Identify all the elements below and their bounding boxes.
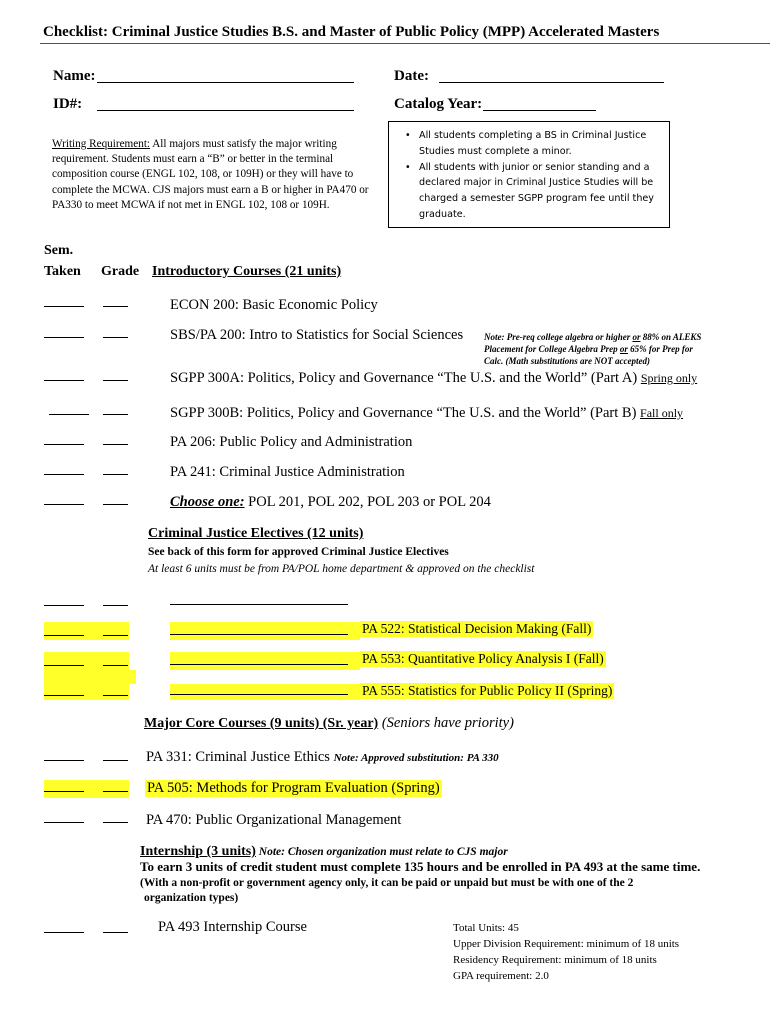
elective-blank[interactable] bbox=[170, 664, 348, 665]
note-or: or bbox=[619, 344, 628, 354]
grade-blank[interactable] bbox=[103, 822, 128, 823]
note-text: Calc. (Math substitutions are NOT accepted) bbox=[484, 356, 650, 366]
grade-blank[interactable] bbox=[103, 337, 128, 338]
total-units: Total Units: 45 bbox=[453, 922, 519, 934]
taken-blank[interactable] bbox=[44, 665, 84, 666]
name-label: Name: bbox=[53, 68, 96, 84]
writing-requirement-text: All majors must satisfy the major writing requirement. Students must earn a “B” or better in the terminal composition course (ENGL 102, 108, or 109H) or they will have to complete the MCWA. CJS majors must earn a B or higher in PA470 or PA330 to meet MCWA if not met in ENGL 102, 108 or 109H. bbox=[52, 138, 369, 211]
sem-header: Sem. bbox=[44, 243, 74, 258]
note-or: or bbox=[632, 332, 641, 342]
highlight-row bbox=[170, 684, 360, 700]
internship-detail: (With a non-profit or government agency only, it can be paid or unpaid but must be with one of the 2 bbox=[140, 877, 634, 889]
grade-blank[interactable] bbox=[103, 504, 128, 505]
electives-note: At least 6 units must be from PA/POL home department & approved on the checklist bbox=[148, 563, 535, 575]
highlight-row bbox=[170, 622, 360, 640]
course-name: PA 331: Criminal Justice Ethics bbox=[146, 749, 334, 765]
taken-blank[interactable] bbox=[44, 695, 84, 696]
core-title: Major Core Courses (9 units) (Sr. year) bbox=[144, 716, 379, 731]
name-field[interactable] bbox=[97, 82, 354, 83]
taken-blank[interactable] bbox=[44, 605, 84, 606]
highlight-row bbox=[170, 652, 360, 670]
core-heading bbox=[144, 714, 514, 732]
grade-blank[interactable] bbox=[103, 605, 128, 606]
residency-requirement: Residency Requirement: minimum of 18 units bbox=[453, 954, 657, 966]
upper-division-requirement: Upper Division Requirement: minimum of 18 units bbox=[453, 938, 680, 950]
totals-block bbox=[453, 920, 679, 984]
grade-header: Grade bbox=[101, 264, 140, 279]
grade-blank[interactable] bbox=[103, 932, 128, 933]
internship-requirement: To earn 3 units of credit student must complete 135 hours and be enrolled in PA 493 at the same time. bbox=[140, 859, 701, 874]
id-label: ID#: bbox=[53, 96, 83, 112]
taken-blank[interactable] bbox=[44, 474, 84, 475]
internship-title: Internship (3 units) bbox=[140, 844, 256, 859]
note-text: 88% on ALEKS bbox=[640, 332, 702, 342]
highlight-row bbox=[44, 622, 129, 640]
course-pa241: PA 241: Criminal Justice Administration bbox=[170, 464, 405, 480]
internship-heading bbox=[140, 842, 508, 860]
notice-item-minor: • All students completing a BS in Criminal Justice Studies must complete a minor. bbox=[401, 128, 661, 160]
internship-detail: organization types) bbox=[144, 892, 239, 904]
elective-blank[interactable] bbox=[170, 604, 348, 605]
highlight-row bbox=[44, 670, 136, 684]
grade-blank[interactable] bbox=[103, 444, 128, 445]
title-divider bbox=[40, 43, 770, 44]
taken-blank[interactable] bbox=[44, 822, 84, 823]
date-label: Date: bbox=[394, 68, 429, 84]
page-title: Checklist: Criminal Justice Studies B.S. and Master of Public Policy (MPP) Accelerated Masters bbox=[43, 24, 660, 40]
course-econ200: ECON 200: Basic Economic Policy bbox=[170, 297, 378, 313]
core-priority: (Seniors have priority) bbox=[378, 715, 514, 731]
course-pa555: PA 555: Statistics for Public Policy II (Spring) bbox=[362, 683, 613, 698]
course-name: SGPP 300A: Politics, Policy and Governance “The U.S. and the World” (Part A) bbox=[170, 370, 641, 386]
grade-blank[interactable] bbox=[103, 760, 128, 761]
note-text: 65% for Prep for bbox=[627, 344, 693, 354]
taken-header: Taken bbox=[44, 264, 81, 279]
elective-blank[interactable] bbox=[170, 634, 348, 635]
course-sgpp300a bbox=[170, 370, 697, 387]
taken-blank[interactable] bbox=[49, 414, 89, 415]
grade-blank[interactable] bbox=[103, 380, 128, 381]
course-pa505: PA 505: Methods for Program Evaluation (Spring) bbox=[147, 780, 440, 796]
gpa-requirement: GPA requirement: 2.0 bbox=[453, 970, 549, 982]
date-field[interactable] bbox=[439, 82, 664, 83]
writing-requirement-heading: Writing Requirement: bbox=[52, 138, 151, 150]
course-pa553: PA 553: Quantitative Policy Analysis I (Fall) bbox=[362, 651, 604, 666]
taken-blank[interactable] bbox=[44, 444, 84, 445]
sbs200-note bbox=[484, 331, 701, 367]
course-name: SGPP 300B: Politics, Policy and Governance “The U.S. and the World” (Part B) bbox=[170, 405, 641, 421]
elective-blank[interactable] bbox=[170, 694, 348, 695]
taken-blank[interactable] bbox=[44, 380, 84, 381]
course-choose-one bbox=[170, 494, 491, 511]
grade-blank[interactable] bbox=[103, 414, 128, 415]
pa331-note: Note: Approved substitution: PA 330 bbox=[333, 752, 499, 764]
course-sbs200: SBS/PA 200: Intro to Statistics for Social Sciences bbox=[170, 327, 464, 343]
taken-blank[interactable] bbox=[44, 635, 84, 636]
electives-title: Criminal Justice Electives (12 units) bbox=[148, 526, 364, 541]
electives-subtitle: See back of this form for approved Criminal Justice Electives bbox=[148, 546, 449, 558]
taken-blank[interactable] bbox=[44, 932, 84, 933]
taken-blank[interactable] bbox=[44, 791, 84, 792]
taken-blank[interactable] bbox=[44, 306, 84, 307]
writing-requirement bbox=[52, 137, 382, 213]
intro-courses-title: Introductory Courses (21 units) bbox=[152, 264, 342, 279]
notice-box bbox=[388, 121, 670, 228]
choose-one-options: POL 201, POL 202, POL 203 or POL 204 bbox=[244, 494, 491, 510]
grade-blank[interactable] bbox=[103, 474, 128, 475]
taken-blank[interactable] bbox=[44, 504, 84, 505]
grade-blank[interactable] bbox=[103, 695, 128, 696]
grade-blank[interactable] bbox=[103, 306, 128, 307]
grade-blank[interactable] bbox=[103, 791, 128, 792]
id-field[interactable] bbox=[97, 110, 354, 111]
choose-one-label: Choose one: bbox=[170, 494, 245, 510]
highlight-row bbox=[44, 652, 129, 670]
course-pa470: PA 470: Public Organizational Management bbox=[146, 812, 402, 828]
course-pa331 bbox=[146, 749, 499, 766]
course-pa493: PA 493 Internship Course bbox=[158, 919, 307, 935]
note-text: Note: Pre-req college algebra or higher bbox=[484, 332, 633, 342]
course-pa206: PA 206: Public Policy and Administration bbox=[170, 434, 413, 450]
notice-item-fee: • All students with junior or senior standing and a declared major in Criminal Justice Studies will be charged a semester SGPP program fee until they graduate. bbox=[401, 160, 661, 223]
term-note: Fall only bbox=[640, 406, 684, 420]
grade-blank[interactable] bbox=[103, 635, 128, 636]
catalog-year-field[interactable] bbox=[483, 110, 596, 111]
course-sgpp300b bbox=[170, 405, 683, 422]
internship-note: Note: Chosen organization must relate to CJS major bbox=[255, 846, 508, 858]
grade-blank[interactable] bbox=[103, 665, 128, 666]
highlight-row bbox=[44, 780, 129, 798]
highlight-row bbox=[44, 684, 129, 700]
taken-blank[interactable] bbox=[44, 337, 84, 338]
catalog-year-label: Catalog Year: bbox=[394, 96, 483, 112]
note-text: Placement for College Algebra Prep bbox=[484, 344, 620, 354]
term-note: Spring only bbox=[640, 371, 698, 385]
course-pa522: PA 522: Statistical Decision Making (Fall) bbox=[362, 621, 592, 636]
taken-blank[interactable] bbox=[44, 760, 84, 761]
